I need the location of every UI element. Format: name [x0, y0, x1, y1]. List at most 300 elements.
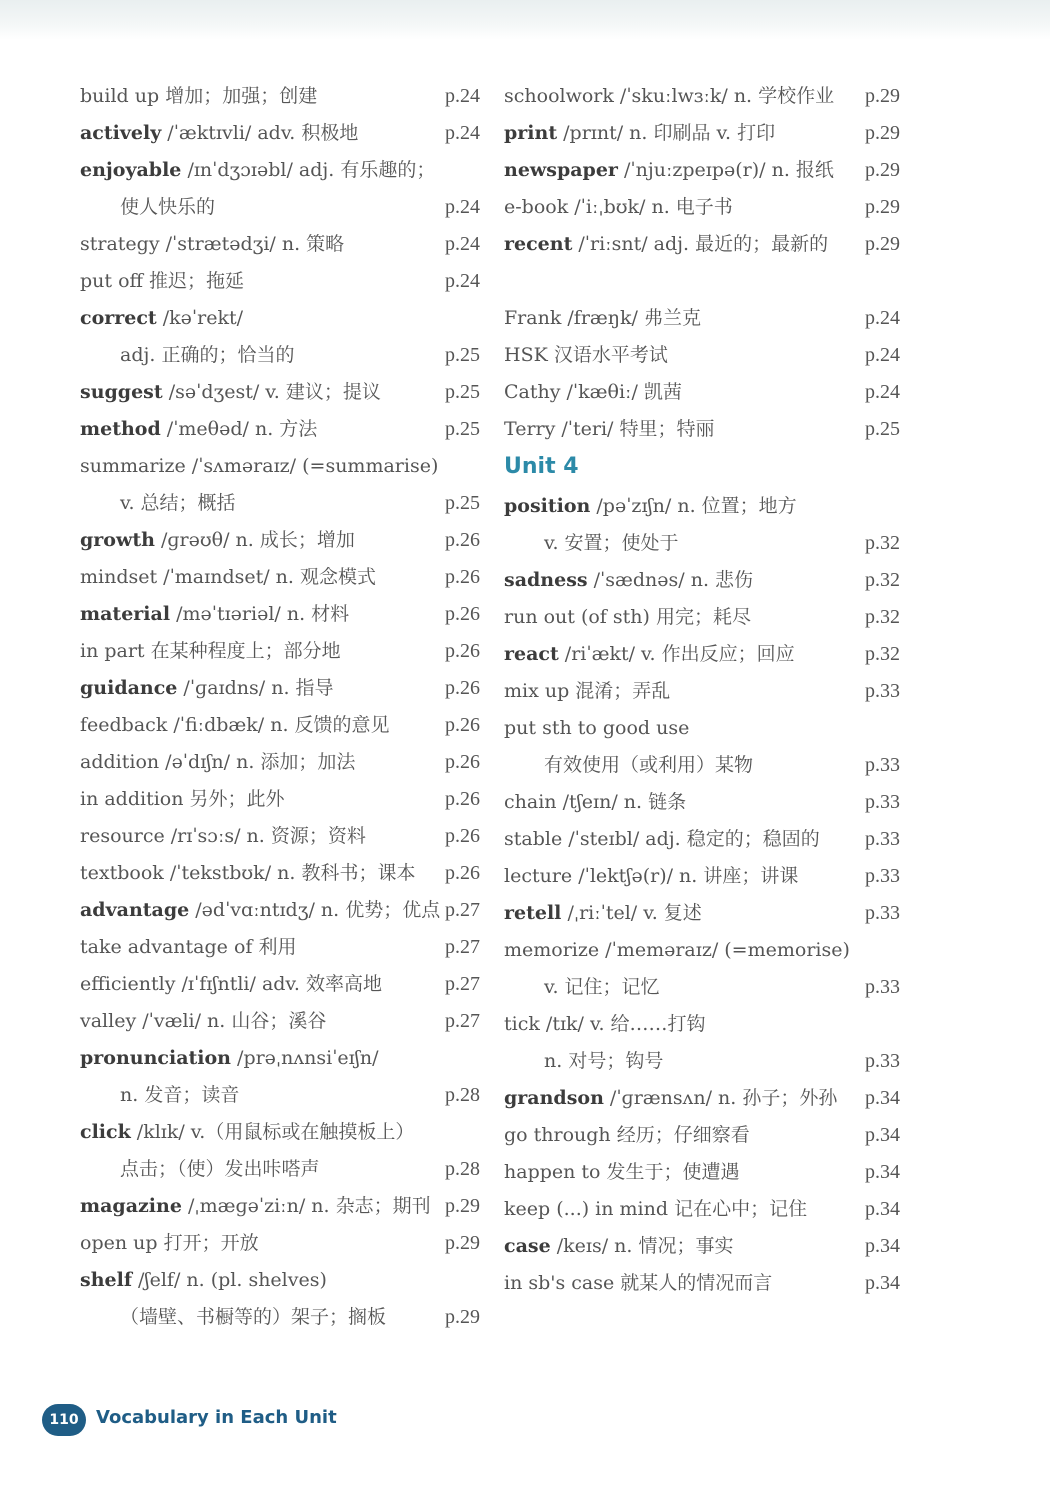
vocab-entry — [80, 448, 480, 485]
vocab-entry — [504, 189, 900, 226]
entry-definition: v. 记住；记忆 — [544, 976, 660, 998]
vocabulary-column-left — [80, 78, 480, 1336]
entry-definition: /ˌriːˈtel/ v. 复述 — [561, 902, 702, 924]
entry-text — [504, 152, 834, 189]
vocab-entry-continuation — [80, 1151, 480, 1188]
entry-page-ref: p.27 — [445, 973, 480, 995]
entry-text — [504, 599, 751, 636]
entry-spacer — [504, 263, 900, 300]
entry-headword: material — [80, 603, 171, 625]
vocab-entry — [504, 784, 900, 821]
entry-text — [504, 337, 668, 374]
entry-page-ref: p.29 — [445, 1306, 480, 1328]
entry-definition: /ˈmeθəd/ n. 方法 — [160, 418, 318, 440]
vocab-entry — [80, 263, 480, 300]
entry-definition: /pəˈzɪʃn/ n. 位置；地方 — [590, 495, 797, 517]
vocab-entry — [504, 821, 900, 858]
entry-headword: valley — [80, 1010, 137, 1032]
entry-page-ref: p.34 — [865, 1161, 900, 1183]
entry-definition: adj. 正确的；恰当的 — [120, 344, 295, 366]
entry-definition: 有效使用（或利用）某物 — [544, 754, 754, 776]
page-top-band — [0, 0, 1050, 40]
entry-headword: open up — [80, 1232, 158, 1254]
entry-headword: in sb's case — [504, 1272, 615, 1294]
entry-text — [80, 152, 435, 189]
vocab-entry — [504, 226, 900, 263]
vocab-entry — [80, 374, 480, 411]
entry-page-ref: p.28 — [445, 1158, 480, 1180]
vocab-entry — [80, 1003, 480, 1040]
entry-page-ref: p.34 — [865, 1272, 900, 1294]
entry-definition: /ˈæktɪvli/ adv. 积极地 — [161, 122, 359, 144]
entry-headword: schoolwork — [504, 85, 614, 107]
entry-definition: 点击；（使）发出咔嗒声 — [120, 1158, 320, 1180]
entry-headword: addition — [80, 751, 160, 773]
entry-definition: 汉语水平考试 — [547, 344, 668, 366]
vocab-entry — [504, 78, 900, 115]
vocab-entry — [80, 966, 480, 1003]
entry-text — [80, 411, 317, 448]
entry-headword: guidance — [80, 677, 178, 699]
entry-definition: /ʃelf/ n. (pl. shelves) — [132, 1269, 327, 1291]
entry-page-ref: p.32 — [865, 532, 900, 554]
entry-headword: summarize — [80, 455, 186, 477]
vocab-entry-continuation — [504, 1043, 900, 1080]
entry-text — [504, 488, 797, 525]
entry-definition: /ˈfiːdbæk/ n. 反馈的意见 — [167, 714, 390, 736]
entry-headword: recent — [504, 233, 573, 255]
entry-headword: keep (...) in mind — [504, 1198, 669, 1220]
entry-page-ref: p.32 — [865, 606, 900, 628]
vocab-entry-continuation — [504, 747, 900, 784]
entry-page-ref: p.24 — [865, 307, 900, 329]
entry-headword: in addition — [80, 788, 184, 810]
entry-page-ref: p.26 — [445, 714, 480, 736]
entry-page-ref: p.26 — [445, 751, 480, 773]
entry-definition: /ˈkæθiː/ 凯茜 — [560, 381, 682, 403]
entry-definition: /ˈstrætədʒi/ n. 策略 — [159, 233, 345, 255]
vocab-entry — [80, 855, 480, 892]
entry-definition: 经历；仔细察看 — [610, 1124, 750, 1146]
entry-definition: /ˈmaɪndset/ n. 观念模式 — [157, 566, 376, 588]
vocab-entry — [80, 670, 480, 707]
entry-page-ref: p.33 — [865, 828, 900, 850]
vocab-entry — [504, 411, 900, 448]
vocab-entry — [80, 152, 480, 189]
entry-text — [504, 525, 679, 562]
vocab-entry — [80, 522, 480, 559]
entry-definition: /ɪˈfɪʃntli/ adv. 效率高地 — [175, 973, 382, 995]
entry-definition: 记在心中；记住 — [668, 1198, 808, 1220]
entry-page-ref: p.27 — [445, 936, 480, 958]
entry-text — [80, 1262, 327, 1299]
entry-text — [80, 559, 376, 596]
vocab-entry — [504, 1117, 900, 1154]
entry-headword: Terry — [504, 418, 556, 440]
entry-page-ref: p.29 — [865, 159, 900, 181]
entry-text — [80, 781, 285, 818]
entry-text — [80, 448, 438, 485]
entry-text — [80, 707, 390, 744]
entry-page-ref: p.24 — [865, 344, 900, 366]
entry-definition: /rɪˈsɔːs/ n. 资源；资料 — [164, 825, 366, 847]
entry-page-ref: p.33 — [865, 680, 900, 702]
entry-definition: /məˈtɪəriəl/ n. 材料 — [170, 603, 350, 625]
entry-definition: /klɪk/ v.（用鼠标或在触摸板上） — [130, 1121, 415, 1143]
entry-page-ref: p.25 — [445, 381, 480, 403]
vocab-entry — [504, 858, 900, 895]
entry-page-ref: p.24 — [865, 381, 900, 403]
entry-page-ref: p.32 — [865, 569, 900, 591]
entry-page-ref: p.25 — [445, 418, 480, 440]
entry-definition: /ˈsædnəs/ n. 悲伤 — [587, 569, 754, 591]
entry-definition: v. 总结；概括 — [120, 492, 236, 514]
vocab-entry-continuation — [80, 1077, 480, 1114]
vocab-entry — [80, 78, 480, 115]
entry-page-ref: p.28 — [445, 1084, 480, 1106]
entry-text — [504, 673, 670, 710]
entry-page-ref: p.26 — [445, 677, 480, 699]
entry-headword: correct — [80, 307, 157, 329]
vocab-entry — [504, 152, 900, 189]
entry-text — [504, 932, 850, 969]
entry-headword: e-book — [504, 196, 569, 218]
entry-text — [504, 300, 701, 337]
entry-definition: 用完；耗尽 — [649, 606, 751, 628]
entry-definition: /ˈnjuːzpeɪpə(r)/ n. 报纸 — [617, 159, 834, 181]
entry-page-ref: p.24 — [445, 233, 480, 255]
entry-page-ref: p.27 — [445, 1010, 480, 1032]
entry-text — [80, 1188, 431, 1225]
vocab-entry — [504, 1265, 900, 1302]
entry-page-ref: p.25 — [445, 344, 480, 366]
vocab-entry-continuation — [504, 969, 900, 1006]
entry-headword: memorize — [504, 939, 600, 961]
vocab-entry — [80, 1188, 480, 1225]
entry-definition: 打开；开放 — [157, 1232, 259, 1254]
entry-definition: /prəˌnʌnsiˈeɪʃn/ — [231, 1047, 379, 1069]
entry-text — [504, 636, 795, 673]
entry-page-ref: p.29 — [445, 1195, 480, 1217]
entry-text — [504, 784, 686, 821]
entry-text — [504, 895, 702, 932]
entry-page-ref: p.29 — [445, 1232, 480, 1254]
entry-headword: Cathy — [504, 381, 561, 403]
vocab-entry — [504, 1080, 900, 1117]
entry-text — [504, 1154, 740, 1191]
entry-definition: /ˈɡrænsʌn/ n. 孙子；外孙 — [603, 1087, 838, 1109]
entry-definition: 推迟；拖延 — [143, 270, 245, 292]
entry-headword: magazine — [80, 1195, 182, 1217]
entry-headword: run out (of sth) — [504, 606, 650, 628]
entry-text — [80, 596, 349, 633]
entry-text — [80, 633, 341, 670]
vocab-entry — [504, 374, 900, 411]
entry-text — [504, 189, 733, 226]
entry-text — [80, 300, 243, 337]
entry-page-ref: p.34 — [865, 1087, 900, 1109]
entry-headword: in part — [80, 640, 145, 662]
entry-definition: 利用 — [252, 936, 297, 958]
entry-page-ref: p.26 — [445, 640, 480, 662]
entry-headword: go through — [504, 1124, 611, 1146]
entry-page-ref: p.29 — [865, 233, 900, 255]
entry-headword: method — [80, 418, 161, 440]
entry-definition: /tʃeɪn/ n. 链条 — [556, 791, 687, 813]
entry-text — [80, 818, 366, 855]
vocab-entry — [80, 1114, 480, 1151]
entry-definition: /ˈtekstbʊk/ n. 教科书；课本 — [163, 862, 416, 884]
entry-headword: build up — [80, 85, 160, 107]
entry-text — [80, 1225, 259, 1262]
vocab-entry — [504, 673, 900, 710]
entry-headword: position — [504, 495, 591, 517]
entry-headword: react — [504, 643, 559, 665]
entry-headword: happen to — [504, 1161, 601, 1183]
entry-definition: 就某人的情况而言 — [614, 1272, 773, 1294]
entry-definition: /ˌmæɡəˈziːn/ n. 杂志；期刊 — [181, 1195, 431, 1217]
entry-headword: actively — [80, 122, 162, 144]
entry-definition: /keɪs/ n. 情况；事实 — [550, 1235, 734, 1257]
vocab-entry — [504, 1154, 900, 1191]
entry-headword: Frank — [504, 307, 562, 329]
vocab-entry — [504, 932, 900, 969]
vocab-entry — [504, 300, 900, 337]
vocab-entry — [504, 895, 900, 932]
vocab-entry — [80, 781, 480, 818]
entry-text — [504, 226, 828, 263]
entry-headword: advantage — [80, 899, 190, 921]
entry-definition: /ˈvæli/ n. 山谷；溪谷 — [136, 1010, 327, 1032]
vocab-entry-continuation — [80, 485, 480, 522]
entry-text — [504, 710, 689, 747]
entry-page-ref: p.26 — [445, 529, 480, 551]
entry-definition: /ˈsteɪbl/ adj. 稳定的；稳固的 — [562, 828, 820, 850]
entry-text — [80, 1003, 326, 1040]
unit-heading-text: Unit 4 — [504, 454, 579, 479]
vocab-entry — [80, 892, 480, 929]
entry-headword: print — [504, 122, 558, 144]
entry-text — [80, 485, 236, 522]
entry-headword: efficiently — [80, 973, 176, 995]
entry-text — [504, 78, 834, 115]
entry-text — [80, 1114, 414, 1151]
entry-headword: chain — [504, 791, 557, 813]
entry-definition: /ɡrəʊθ/ n. 成长；增加 — [154, 529, 355, 551]
entry-page-ref: p.29 — [865, 122, 900, 144]
entry-text — [80, 1151, 320, 1188]
entry-text — [504, 411, 715, 448]
entry-headword: retell — [504, 902, 562, 924]
vocab-entry — [504, 636, 900, 673]
vocab-entry — [80, 633, 480, 670]
vocab-entry — [504, 115, 900, 152]
entry-text — [504, 562, 753, 599]
entry-headword: newspaper — [504, 159, 618, 181]
entry-headword: put off — [80, 270, 144, 292]
entry-page-ref: p.27 — [445, 899, 480, 921]
entry-headword: resource — [80, 825, 165, 847]
entry-headword: mindset — [80, 566, 158, 588]
entry-definition: /ˈiːˌbʊk/ n. 电子书 — [568, 196, 733, 218]
vocab-entry — [80, 559, 480, 596]
entry-definition: 发生于；使遭遇 — [600, 1161, 740, 1183]
vocab-entry — [80, 818, 480, 855]
entry-text — [80, 1040, 379, 1077]
entry-text — [80, 929, 296, 966]
entry-text — [80, 189, 215, 226]
entry-definition: /ˈsʌməraɪz/ (=summarise) — [185, 455, 439, 477]
vocab-entry-continuation — [80, 1299, 480, 1336]
entry-definition: /ˈskuːlwɜːk/ n. 学校作业 — [613, 85, 835, 107]
entry-definition: /əˈdɪʃn/ n. 添加；加法 — [159, 751, 356, 773]
vocab-entry-continuation — [504, 525, 900, 562]
entry-definition: /ˈteri/ 特里；特丽 — [555, 418, 715, 440]
entry-text — [80, 855, 415, 892]
entry-headword: textbook — [80, 862, 164, 884]
entry-text — [504, 115, 775, 152]
entry-definition: 混淆；弄乱 — [569, 680, 671, 702]
vocab-entry — [80, 1262, 480, 1299]
entry-headword: strategy — [80, 233, 160, 255]
entry-headword: enjoyable — [80, 159, 182, 181]
vocab-entry — [80, 115, 480, 152]
entry-text — [504, 858, 798, 895]
entry-page-ref: p.33 — [865, 754, 900, 776]
entry-page-ref: p.33 — [865, 976, 900, 998]
entry-text — [80, 670, 334, 707]
entry-headword: mix up — [504, 680, 570, 702]
entry-page-ref: p.26 — [445, 825, 480, 847]
vocab-entry — [80, 226, 480, 263]
entry-text — [80, 374, 381, 411]
entry-text — [504, 1191, 807, 1228]
vocab-entry — [504, 1191, 900, 1228]
entry-headword: sadness — [504, 569, 588, 591]
entry-page-ref: p.33 — [865, 865, 900, 887]
entry-page-ref: p.32 — [865, 643, 900, 665]
entry-headword: HSK — [504, 344, 548, 366]
unit-heading — [504, 448, 900, 488]
entry-text — [80, 115, 358, 152]
entry-definition: /ˈɡaɪdns/ n. 指导 — [177, 677, 334, 699]
entry-page-ref: p.26 — [445, 603, 480, 625]
entry-headword: take advantage of — [80, 936, 253, 958]
entry-definition: （墙壁、书橱等的）架子；搁板 — [120, 1306, 387, 1328]
entry-page-ref: p.33 — [865, 1050, 900, 1072]
entry-page-ref: p.33 — [865, 791, 900, 813]
entry-text — [504, 747, 753, 784]
vocab-entry — [80, 1040, 480, 1077]
vocab-entry — [504, 1228, 900, 1265]
entry-headword: case — [504, 1235, 551, 1257]
vocab-entry — [504, 488, 900, 525]
entry-definition: n. 发音；读音 — [120, 1084, 240, 1106]
footer-section-title: Vocabulary in Each Unit — [96, 1407, 337, 1428]
entry-definition: /ədˈvɑːntɪdʒ/ n. 优势；优点 — [189, 899, 441, 921]
vocab-entry — [80, 707, 480, 744]
entry-page-ref: p.29 — [865, 196, 900, 218]
vocab-entry — [504, 1006, 900, 1043]
entry-headword: growth — [80, 529, 155, 551]
entry-definition: 另外；此外 — [183, 788, 285, 810]
vocab-entry-continuation — [80, 337, 480, 374]
entry-page-ref: p.26 — [445, 566, 480, 588]
page-number-badge: 110 — [42, 1404, 86, 1436]
entry-headword: suggest — [80, 381, 163, 403]
entry-definition: 在某种程度上；部分地 — [144, 640, 341, 662]
entry-headword: tick — [504, 1013, 540, 1035]
entry-definition: n. 对号；钩号 — [544, 1050, 664, 1072]
entry-definition: /kəˈrekt/ — [156, 307, 244, 329]
entry-definition: /ˈlektʃə(r)/ n. 讲座；讲课 — [572, 865, 799, 887]
entry-headword: stable — [504, 828, 563, 850]
entry-text — [504, 1043, 663, 1080]
entry-text — [504, 374, 682, 411]
entry-page-ref: p.33 — [865, 902, 900, 924]
entry-page-ref: p.26 — [445, 788, 480, 810]
entry-text — [80, 1077, 239, 1114]
vocab-entry — [504, 562, 900, 599]
entry-definition: /fræŋk/ 弗兰克 — [561, 307, 701, 329]
entry-page-ref: p.24 — [445, 196, 480, 218]
vocab-entry — [504, 599, 900, 636]
vocab-entry — [80, 300, 480, 337]
entry-definition: /ɪnˈdʒɔɪəbl/ adj. 有乐趣的； — [181, 159, 436, 181]
entry-page-ref: p.25 — [445, 492, 480, 514]
entry-text — [80, 1299, 386, 1336]
entry-text — [80, 226, 344, 263]
entry-headword: put sth to good use — [504, 717, 690, 739]
entry-text — [80, 78, 317, 115]
entry-text — [80, 744, 355, 781]
vocab-entry-continuation — [80, 189, 480, 226]
vocab-entry — [80, 744, 480, 781]
entry-headword: lecture — [504, 865, 573, 887]
entry-text — [504, 821, 820, 858]
entry-headword: shelf — [80, 1269, 132, 1291]
entry-definition: v. 安置；使处于 — [544, 532, 679, 554]
entry-text — [80, 337, 294, 374]
entry-page-ref: p.24 — [445, 270, 480, 292]
entry-page-ref: p.29 — [865, 85, 900, 107]
entry-headword: click — [80, 1121, 131, 1143]
entry-definition: /tɪk/ v. 给……打钩 — [539, 1013, 706, 1035]
entry-definition: /riˈækt/ v. 作出反应；回应 — [558, 643, 795, 665]
entry-definition: /səˈdʒest/ v. 建议；提议 — [162, 381, 381, 403]
vocab-entry — [80, 596, 480, 633]
entry-definition: 增加；加强；创建 — [159, 85, 318, 107]
entry-text — [504, 1080, 837, 1117]
entry-headword: pronunciation — [80, 1047, 231, 1069]
entry-text — [504, 1228, 733, 1265]
entry-page-ref: p.34 — [865, 1124, 900, 1146]
entry-page-ref: p.24 — [445, 85, 480, 107]
entry-text — [504, 1006, 706, 1043]
vocab-entry — [80, 1225, 480, 1262]
entry-page-ref: p.34 — [865, 1235, 900, 1257]
entry-text — [80, 263, 244, 300]
entry-definition: 使人快乐的 — [120, 196, 216, 218]
entry-definition: /ˈriːsnt/ adj. 最近的；最新的 — [572, 233, 829, 255]
entry-definition: /prɪnt/ n. 印刷品 v. 打印 — [557, 122, 776, 144]
entry-text — [80, 892, 440, 929]
entry-page-ref: p.26 — [445, 862, 480, 884]
entry-text — [504, 1117, 750, 1154]
entry-text — [80, 522, 355, 559]
entry-definition: /ˈmeməraɪz/ (=memorise) — [599, 939, 850, 961]
entry-page-ref: p.24 — [445, 122, 480, 144]
